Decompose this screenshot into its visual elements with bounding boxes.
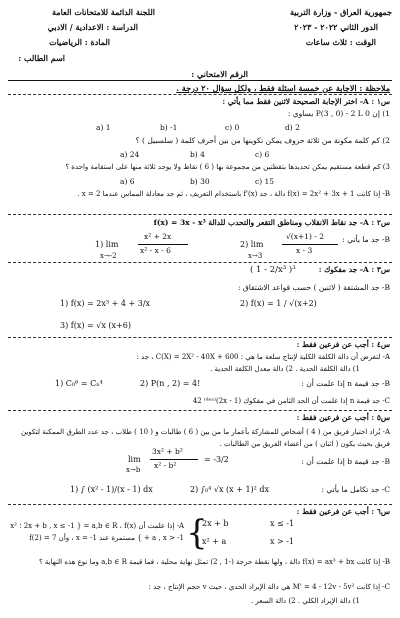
header-time: الوقت : ثلاث ساعات xyxy=(305,37,376,47)
q1-label: س١ : A- اختر الإجابة الصحيحة لاثنين فقط مما يأتي : xyxy=(222,97,390,106)
exam-note: ملاحظة : الاجابة عن خمسة اسئلة فقط ، ولكل سؤال ٢٠ درجة . xyxy=(176,83,390,93)
q4-part-c: C- جد قيمة n إذا علمت أن الحد الثامن في مفكوك (2x - 1)⁽ᵈᵉⁿ⁾ 42 xyxy=(192,397,390,405)
q2-part-b: B- جد ما يأتي : xyxy=(342,235,390,244)
q2-limit2-numerator: √(x+1) - 2 xyxy=(286,232,324,241)
divider xyxy=(8,410,392,411)
q1-part-b: B- إذا كانت f(x) = 2x² + 3x + 1 دالة ، جد f'(x) باستخدام التعريف ، ثم جد معادلة المماس عندما x = 2 . xyxy=(77,190,390,198)
q1-item1: 1) إن P(3 , 0) - 2 L 0 يساوي : xyxy=(287,109,390,118)
q2-limit1-label: 1) lim xyxy=(95,240,119,249)
divider xyxy=(8,262,392,263)
q6-part-c: C- إذا كانت M' = 4 - 12v - 5v² هي دالة الإيراد الحدي ، حيث v حجم الإنتاج ، جد : xyxy=(148,583,390,591)
lim-label: lim xyxy=(128,455,141,464)
q2-limit2-label: 2) lim xyxy=(240,240,264,249)
q2-limit2-denominator: x - 3 xyxy=(296,246,313,255)
header-round: الدور الثاني ٢٠٢٢ - ٢٠٢٣ xyxy=(294,22,378,32)
divider xyxy=(8,214,392,215)
header-divider xyxy=(8,80,392,81)
q5-part-c: C- جد تكامل ما يأتي : xyxy=(321,485,390,494)
divider xyxy=(8,504,392,505)
q3-part-b: B- جد المشتقة ( لاثنين ) حسب قواعد الاشتقاق : xyxy=(238,283,390,292)
fraction-bar xyxy=(150,459,198,460)
q1-item2-choice-a: a) 24 xyxy=(120,150,140,159)
q6-label: س٦ : أجب عن فرعين فقط : xyxy=(296,507,390,516)
q2-part-a: س٢ : A- جد نقاط الانقلاب ومناطق التقعر والتحدب للدالة f(x) = 3x - x³ xyxy=(153,218,390,227)
q1-item1-choice-b: b) -1 xyxy=(160,123,178,132)
piecewise-brace: { xyxy=(186,513,208,553)
q4-label: س٤ : أجب عن فرعين فقط : xyxy=(296,340,390,349)
q6-piece1-condition: x ≤ -1 xyxy=(270,519,295,528)
q5-part-b-result: = -3/2 xyxy=(204,455,229,464)
divider xyxy=(8,94,392,95)
q5-part-c-item1: 1) ∫ (x² - 1)/(x - 1) dx xyxy=(70,485,153,494)
q1-item2-choice-b: b) 4 xyxy=(190,150,205,159)
header-ministry: جمهورية العراق - وزارة التربية xyxy=(289,7,392,17)
q3-expr2: 2) f(x) = 1 / √(x+2) xyxy=(240,299,317,308)
q6-part-a: A- إذا علمت أن a,b ∈ R ، f(x) = { 2x + b , x ≤ -1 ؛ x² + a , x > -1 } مستمرة عند x = -1 ، وأن f(2) = 7 xyxy=(10,522,184,542)
q4-part-b-item2: 2) P(n , 2) = 4! xyxy=(140,379,201,388)
q3-part-a: س٣ : A- جد مفكوك : xyxy=(318,265,390,274)
header-exam-number: الرقم الامتحاني : xyxy=(191,69,248,79)
q5-label: س٥ : أجب عن فرعين فقط : xyxy=(296,413,390,422)
q6-part-c-items: 1) دالة الإيراد الكلي . 2) دالة السعر . xyxy=(250,597,360,605)
q2-limit1-denominator: x² - x - 6 xyxy=(140,246,171,255)
q4-part-b: B- جد قيمة n إذا علمت أن : xyxy=(301,379,390,388)
q6-piece1: 2x + b xyxy=(202,519,229,528)
q6-part-b: B- إذا كانت f(x) = ax³ + bx دالة ، ولها نقطة حرجة (-1 , 2) تمثل نهاية محلية ، فما قيمة a,b ∈ R وما نوع هذه النهاية ؟ xyxy=(38,558,390,566)
q6-piece2-condition: x > -1 xyxy=(270,537,295,546)
q6-piece2: x² + a xyxy=(202,537,227,546)
q1-item3-choice-a: a) 6 xyxy=(120,177,135,186)
q1-item2: 2) كم كلمة مكونة من ثلاثة حروف يمكن تكوينها من بين أحرف كلمة ( سلسبيل ) ؟ xyxy=(135,136,390,145)
q4-part-a-items: 1) دالة الكلفة الحدية . 2) دالة معدل الكلفة الحدية . xyxy=(210,365,360,373)
q5-part-a: A- يُراد اختيار فريق من ( 4 ) أشخاص للمشاركة بأعمار ما من بين ( 6 ) طالبات و ( 10 ) طلاب ، جد عدد الطرق الممكنة لتكوين فريق بحيث يكون ( اثنان ) من أعضاء الفريق من الطالبات . xyxy=(20,428,390,448)
lim-sub: x→b xyxy=(126,466,141,474)
q2-limit1-sub: x→-2 xyxy=(100,252,117,260)
q1-item3-choice-b: b) 30 xyxy=(190,177,210,186)
q1-item3-choice-c: c) 15 xyxy=(255,177,275,186)
q1-item3: 3) كم قطعة مستقيم يمكن تحديدها بتقطتين من مجموعة بها ( 6 ) نقاط ولا يوجد ثلاثة منها على استقامة واحدة ؟ xyxy=(65,163,390,171)
q1-item2-choice-c: c) 6 xyxy=(255,150,270,159)
fraction-bar xyxy=(282,244,338,245)
q4-part-b-item1: 1) C₀⁶ = Cₙ⁴ xyxy=(55,379,103,388)
q5-part-b: B- جد قيمة b إذا علمت أن : xyxy=(301,457,390,466)
q1-item1-choice-d: d) 2 xyxy=(285,123,300,132)
q2-limit2-sub: x→3 xyxy=(248,252,263,260)
q4-part-a: A- لتفرض أن دالة الكلفة الكلية لإنتاج سلعة ما هي : C(X) = 2X² - 40X + 600 ، جد : xyxy=(136,353,390,361)
q3-expr3: 3) f(x) = √x (x+6) xyxy=(60,321,131,330)
q3-part-a-expression: ( 1 - 2/x³ )³ xyxy=(250,265,296,275)
q5-part-b-numerator: 3x² + b² xyxy=(152,447,183,456)
header-student-name: اسم الطالب : xyxy=(18,53,65,63)
header-subject: المادة : الرياضيات xyxy=(49,37,110,47)
header-study: الدراسة : الاعدادية / الادبي xyxy=(47,22,138,32)
q5-part-c-item2: 2) ∫₀⁴ √x (x + 1)² dx xyxy=(190,485,270,494)
header-committee: اللجنة الدائمة للامتحانات العامة xyxy=(52,7,155,17)
q1-item1-choice-a: a) 1 xyxy=(96,123,111,132)
q1-item1-choice-c: c) 0 xyxy=(225,123,240,132)
divider xyxy=(8,337,392,338)
fraction-bar xyxy=(138,244,188,245)
q2-limit1-numerator: x² + 2x xyxy=(144,232,172,241)
q5-part-b-denominator: x² - b² xyxy=(154,461,177,470)
q3-expr1: 1) f(x) = 2x³ + 4 + 3/x xyxy=(60,299,151,308)
